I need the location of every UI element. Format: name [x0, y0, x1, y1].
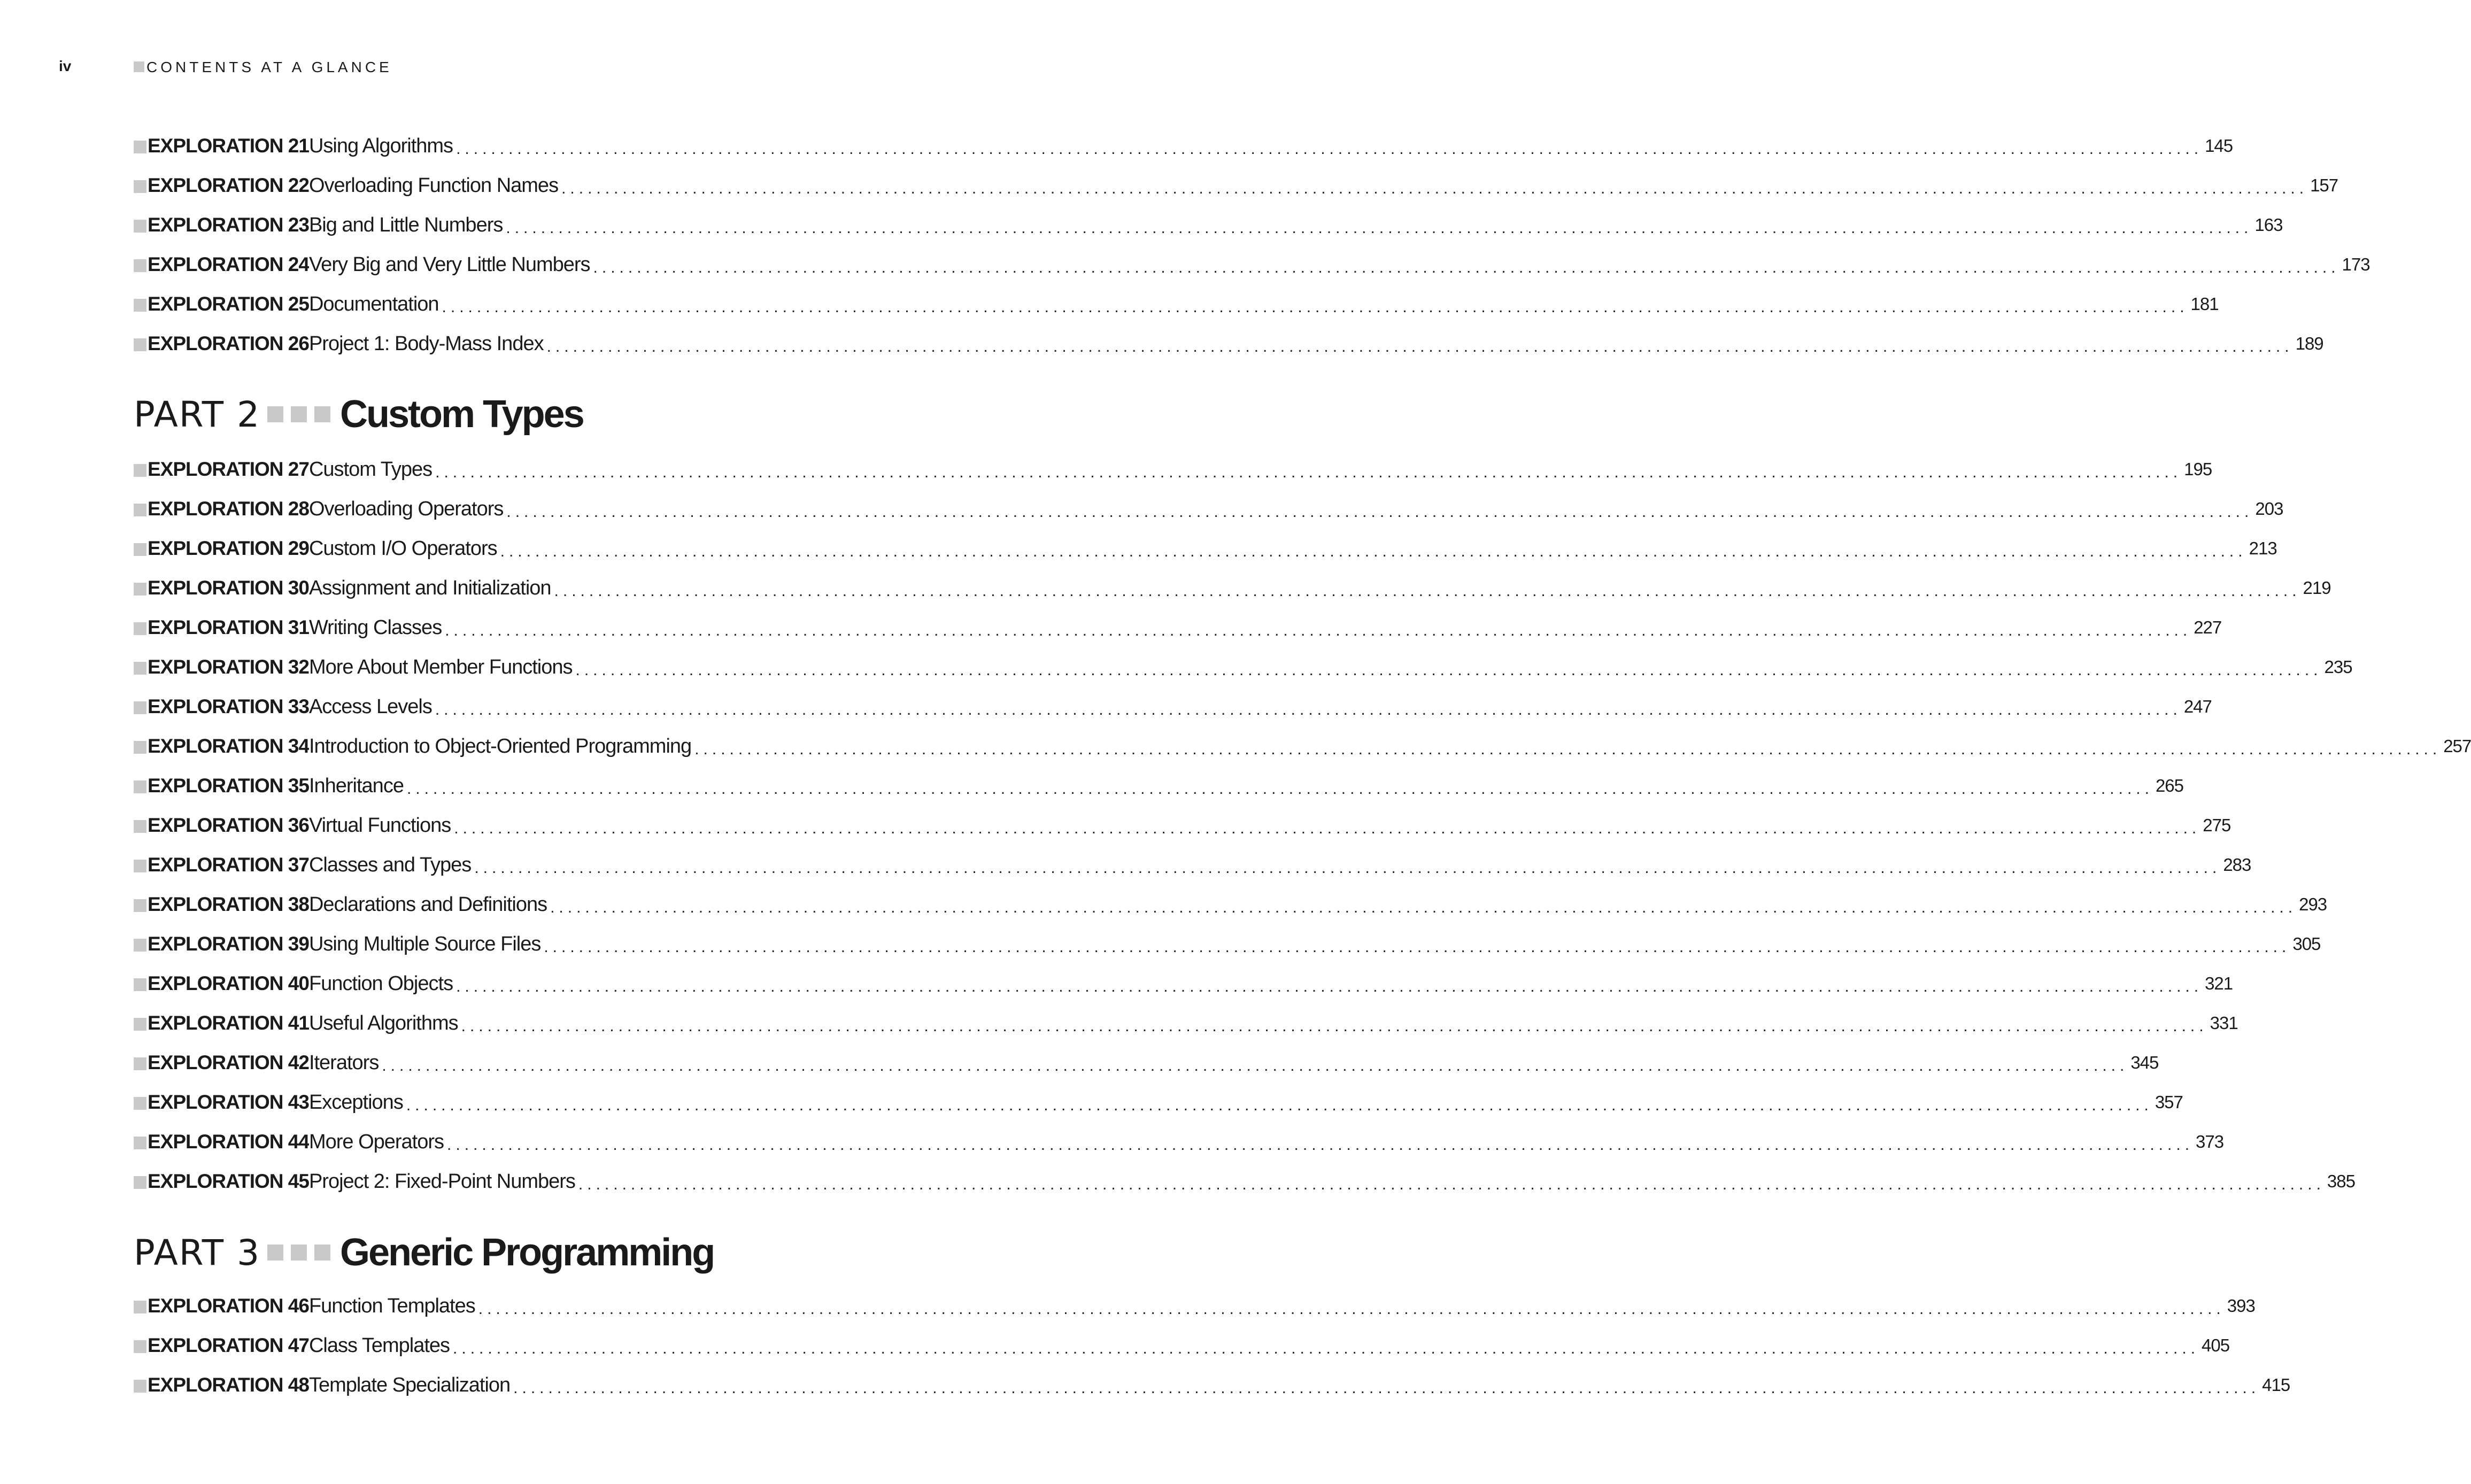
entry-label	[134, 333, 309, 355]
entry-page-number[interactable]: 145	[2203, 136, 2233, 156]
entry-label	[134, 854, 309, 876]
square-bullet-icon	[134, 820, 146, 833]
entry-page-number[interactable]: 275	[2200, 815, 2230, 836]
square-bullet-icon	[134, 338, 146, 351]
entry-page-number[interactable]: 181	[2189, 294, 2219, 314]
square-bullet-icon	[134, 220, 146, 233]
toc-entry[interactable]	[134, 924, 2321, 964]
entry-label-text: EXPLORATION 38	[148, 893, 309, 915]
part-squares-icon	[267, 1245, 330, 1261]
dot-leader: ........................................................................................................................................................................................................	[593, 259, 2340, 276]
entry-label	[134, 814, 309, 837]
entry-title[interactable]: Overloading Operators	[309, 498, 506, 521]
entry-label	[134, 458, 309, 481]
entry-label-text: EXPLORATION 28	[148, 498, 309, 520]
square-bullet-icon	[134, 543, 146, 556]
part-number: PART 2	[134, 393, 261, 435]
entry-label	[134, 616, 309, 639]
toc-entry[interactable]	[134, 489, 2283, 529]
dot-leader: ........................................................................................................................................................................................................	[578, 1176, 2325, 1193]
entry-title[interactable]: Inheritance	[309, 775, 407, 798]
page-number: iv	[59, 58, 72, 74]
entry-label	[134, 1091, 309, 1114]
toc-entry[interactable]	[134, 529, 2277, 568]
entry-title[interactable]: Using Algorithms	[309, 135, 456, 158]
toc-entry[interactable]	[134, 647, 2352, 687]
entry-title[interactable]: Classes and Types	[309, 854, 474, 877]
entry-title[interactable]: Big and Little Numbers	[309, 214, 506, 237]
entry-page-number[interactable]: 247	[2182, 697, 2212, 717]
square-bullet-icon	[134, 504, 146, 516]
toc-entry[interactable]	[134, 568, 2331, 608]
entry-label-text: EXPLORATION 21	[148, 135, 309, 157]
entry-title[interactable]: Template Specialization	[309, 1374, 513, 1397]
entry-label-text: EXPLORATION 29	[148, 537, 309, 559]
entry-title[interactable]: Custom Types	[309, 458, 435, 481]
entry-page-number[interactable]: 195	[2182, 459, 2212, 480]
entry-page-number[interactable]: 415	[2260, 1375, 2290, 1395]
entry-label-text: EXPLORATION 40	[148, 972, 309, 994]
entry-title[interactable]: Project 2: Fixed-Point Numbers	[309, 1170, 578, 1193]
entry-page-number[interactable]: 385	[2325, 1171, 2355, 1192]
toc-entry[interactable]	[134, 726, 2471, 766]
square-bullet-icon	[134, 141, 146, 153]
entry-title[interactable]: Function Templates	[309, 1295, 478, 1318]
part-title: Custom Types	[340, 393, 583, 436]
toc-entry[interactable]	[134, 964, 2233, 1003]
dot-leader: ........................................................................................................................................................................................................	[554, 582, 2301, 600]
entry-title[interactable]: Useful Algorithms	[309, 1012, 461, 1035]
part-heading-3	[134, 1228, 973, 1277]
entry-label	[134, 135, 309, 157]
square-bullet-icon	[134, 701, 146, 714]
dot-leader: ........................................................................................................................................................................................................	[406, 780, 2153, 798]
toc-entry[interactable]	[134, 450, 2212, 489]
square-bullet-icon	[134, 583, 146, 596]
entry-page-number[interactable]: 345	[2128, 1053, 2158, 1073]
entry-label	[134, 214, 309, 236]
toc-entry[interactable]	[134, 1083, 2183, 1122]
square-bullet-icon	[134, 61, 144, 72]
entry-title[interactable]: Virtual Functions	[309, 814, 454, 837]
square-bullet-icon	[134, 939, 146, 952]
entry-page-number[interactable]: 393	[2225, 1296, 2255, 1316]
entry-label-text: EXPLORATION 39	[148, 933, 309, 955]
toc-entry[interactable]	[134, 245, 2370, 284]
entry-label	[134, 695, 309, 718]
toc-group-part1	[134, 126, 2370, 364]
toc-entry[interactable]	[134, 166, 2338, 205]
part-number: PART 3	[134, 1232, 261, 1273]
dot-leader: ........................................................................................................................................................................................................	[406, 1096, 2153, 1114]
entry-label-text: EXPLORATION 32	[148, 656, 309, 678]
entry-title[interactable]: More About Member Functions	[309, 656, 576, 679]
entry-title[interactable]: Writing Classes	[309, 616, 445, 639]
dot-leader: ........................................................................................................................................................................................................	[561, 180, 2308, 197]
dot-leader: ........................................................................................................................................................................................................	[442, 298, 2189, 316]
dot-leader: ........................................................................................................................................................................................................	[544, 938, 2291, 956]
dot-leader: ........................................................................................................................................................................................................	[447, 1136, 2194, 1154]
entry-label	[134, 1052, 309, 1074]
entry-label-text: EXPLORATION 24	[148, 253, 309, 275]
entry-page-number[interactable]: 203	[2253, 499, 2283, 519]
square-bullet-icon	[134, 1301, 146, 1313]
entry-label	[134, 253, 309, 276]
entry-label-text: EXPLORATION 42	[148, 1052, 309, 1073]
entry-label	[134, 775, 309, 797]
square-bullet-icon	[134, 860, 146, 872]
square-bullet-icon	[134, 622, 146, 635]
entry-title[interactable]: Introduction to Object-Oriented Programming	[309, 735, 694, 758]
square-bullet-icon	[134, 180, 146, 193]
entry-label	[134, 498, 309, 520]
toc-entry[interactable]	[134, 687, 2212, 726]
entry-label	[134, 1374, 309, 1396]
entry-label	[134, 933, 309, 955]
entry-label-text: EXPLORATION 36	[148, 814, 309, 836]
toc-entry[interactable]	[134, 126, 2233, 166]
square-bullet-icon	[134, 1097, 146, 1110]
entry-label-text: EXPLORATION 22	[148, 174, 309, 196]
entry-page-number[interactable]: 219	[2301, 578, 2331, 598]
entry-label	[134, 1334, 309, 1357]
dot-leader: ........................................................................................................................................................................................................	[513, 1379, 2260, 1397]
dot-leader: ........................................................................................................................................................................................................	[694, 740, 2442, 758]
dot-leader: ........................................................................................................................................................................................................	[474, 859, 2221, 877]
toc-entry[interactable]	[134, 766, 2184, 806]
entry-title[interactable]: More Operators	[309, 1131, 447, 1154]
entry-label-text: EXPLORATION 35	[148, 775, 309, 797]
dot-leader: ........................................................................................................................................................................................................	[575, 661, 2322, 679]
entry-label	[134, 1012, 309, 1034]
dot-leader: ........................................................................................................................................................................................................	[456, 978, 2203, 995]
square-bullet-icon	[134, 780, 146, 793]
entry-title[interactable]: Overloading Function Names	[309, 174, 561, 197]
entry-label-text: EXPLORATION 41	[148, 1012, 309, 1034]
part-squares-icon	[267, 406, 330, 422]
dot-leader: ........................................................................................................................................................................................................	[506, 219, 2253, 237]
entry-title[interactable]: Declarations and Definitions	[309, 893, 550, 916]
entry-label-text: EXPLORATION 27	[148, 458, 309, 480]
dot-leader: ........................................................................................................................................................................................................	[456, 140, 2203, 158]
entry-page-number[interactable]: 373	[2194, 1132, 2223, 1152]
toc-group-part3	[134, 1286, 2290, 1405]
entry-title[interactable]: Assignment and Initialization	[309, 577, 554, 600]
square-bullet-icon	[134, 1340, 146, 1353]
part-title: Generic Programming	[340, 1231, 714, 1274]
entry-title[interactable]: Very Big and Very Little Numbers	[309, 253, 593, 276]
entry-page-number[interactable]: 163	[2252, 215, 2282, 235]
entry-page-number[interactable]: 213	[2247, 538, 2277, 559]
square-bullet-icon	[134, 464, 146, 477]
toc-entry[interactable]	[134, 806, 2231, 845]
entry-label-text: EXPLORATION 37	[148, 854, 309, 876]
entry-label	[134, 893, 309, 916]
square-bullet-icon	[134, 1176, 146, 1189]
entry-title[interactable]: Custom I/O Operators	[309, 537, 500, 560]
toc-entry[interactable]	[134, 284, 2219, 324]
toc-group-part2	[134, 450, 2471, 1201]
entry-page-number[interactable]: 357	[2153, 1092, 2183, 1112]
entry-page-number[interactable]: 321	[2203, 973, 2233, 994]
entry-page-number[interactable]: 157	[2308, 175, 2338, 196]
running-header	[134, 59, 392, 76]
entry-label-text: EXPLORATION 30	[148, 577, 309, 599]
entry-label-text: EXPLORATION 45	[148, 1170, 309, 1192]
entry-page-number[interactable]: 173	[2340, 254, 2370, 275]
square-bullet-icon	[134, 299, 146, 312]
toc-entry[interactable]	[134, 1365, 2290, 1405]
entry-label	[134, 1295, 309, 1317]
toc-entry[interactable]	[134, 1162, 2355, 1201]
entry-title[interactable]: Project 1: Body-Mass Index	[309, 333, 547, 355]
dot-leader: ........................................................................................................................................................................................................	[382, 1057, 2129, 1075]
entry-label-text: EXPLORATION 33	[148, 695, 309, 717]
entry-page-number[interactable]: 235	[2322, 657, 2352, 677]
square-bullet-icon	[134, 899, 146, 912]
entry-title[interactable]: Access Levels	[309, 695, 435, 718]
entry-label	[134, 656, 309, 678]
entry-label-text: EXPLORATION 44	[148, 1131, 309, 1153]
dot-leader: ........................................................................................................................................................................................................	[550, 899, 2297, 916]
square-bullet-icon	[134, 662, 146, 675]
toc-entry[interactable]	[134, 1286, 2255, 1326]
dot-leader: ........................................................................................................................................................................................................	[546, 338, 2294, 355]
square-bullet-icon	[134, 259, 146, 272]
entry-label-text: EXPLORATION 23	[148, 214, 309, 236]
entry-label-text: EXPLORATION 46	[148, 1295, 309, 1317]
entry-label-text: EXPLORATION 31	[148, 616, 309, 638]
dot-leader: ........................................................................................................................................................................................................	[461, 1017, 2208, 1035]
entry-page-number[interactable]: 257	[2441, 736, 2471, 756]
entry-label	[134, 174, 309, 197]
toc-entry[interactable]	[134, 205, 2283, 245]
toc-entry[interactable]	[134, 324, 2323, 364]
entry-title[interactable]: Function Objects	[309, 972, 456, 995]
entry-page-number[interactable]: 265	[2153, 776, 2183, 796]
dot-leader: ........................................................................................................................................................................................................	[453, 1340, 2200, 1357]
entry-title[interactable]: Documentation	[309, 293, 442, 316]
dot-leader: ........................................................................................................................................................................................................	[506, 503, 2253, 521]
toc-entry[interactable]	[134, 1326, 2230, 1365]
entry-label-text: EXPLORATION 47	[148, 1334, 309, 1356]
square-bullet-icon	[134, 1137, 146, 1149]
entry-title[interactable]: Using Multiple Source Files	[309, 933, 544, 956]
entry-label	[134, 1131, 309, 1153]
entry-label-text: EXPLORATION 48	[148, 1374, 309, 1396]
dot-leader: ........................................................................................................................................................................................................	[435, 701, 2182, 718]
entry-label	[134, 577, 309, 599]
square-bullet-icon	[134, 1380, 146, 1393]
entry-page-number[interactable]: 331	[2208, 1013, 2238, 1033]
entry-label	[134, 537, 309, 560]
square-bullet-icon	[134, 741, 146, 754]
entry-page-number[interactable]: 293	[2297, 894, 2327, 915]
dot-leader: ........................................................................................................................................................................................................	[445, 622, 2192, 639]
entry-label-text: EXPLORATION 43	[148, 1091, 309, 1113]
page-header	[59, 58, 968, 79]
toc-entry[interactable]	[134, 608, 2222, 647]
part-heading-2	[134, 390, 973, 438]
entry-page-number[interactable]: 305	[2290, 934, 2320, 954]
entry-page-number[interactable]: 189	[2294, 334, 2323, 354]
entry-label	[134, 972, 309, 995]
dot-leader: ........................................................................................................................................................................................................	[500, 543, 2247, 560]
entry-page-number[interactable]: 405	[2199, 1335, 2229, 1356]
entry-title[interactable]: Iterators	[309, 1052, 382, 1075]
square-bullet-icon	[134, 1057, 146, 1070]
entry-page-number[interactable]: 283	[2221, 855, 2251, 875]
entry-page-number[interactable]: 227	[2191, 617, 2221, 638]
toc-entry[interactable]	[134, 845, 2251, 885]
running-header-text: CONTENTS AT A GLANCE	[146, 59, 392, 75]
entry-label-text: EXPLORATION 25	[148, 293, 309, 315]
entry-title[interactable]: Exceptions	[309, 1091, 406, 1114]
entry-label-text: EXPLORATION 26	[148, 333, 309, 354]
entry-label	[134, 1170, 309, 1193]
dot-leader: ........................................................................................................................................................................................................	[435, 463, 2182, 481]
entry-label	[134, 293, 309, 315]
square-bullet-icon	[134, 978, 146, 991]
entry-label-text: EXPLORATION 34	[148, 735, 309, 757]
entry-label	[134, 735, 309, 758]
toc-entry[interactable]	[134, 1003, 2238, 1043]
dot-leader: ........................................................................................................................................................................................................	[454, 820, 2201, 837]
square-bullet-icon	[134, 1018, 146, 1031]
dot-leader: ........................................................................................................................................................................................................	[478, 1300, 2225, 1318]
toc-entry[interactable]	[134, 1043, 2159, 1083]
toc-entry[interactable]	[134, 1122, 2224, 1162]
entry-title[interactable]: Class Templates	[309, 1334, 453, 1357]
toc-entry[interactable]	[134, 885, 2327, 924]
